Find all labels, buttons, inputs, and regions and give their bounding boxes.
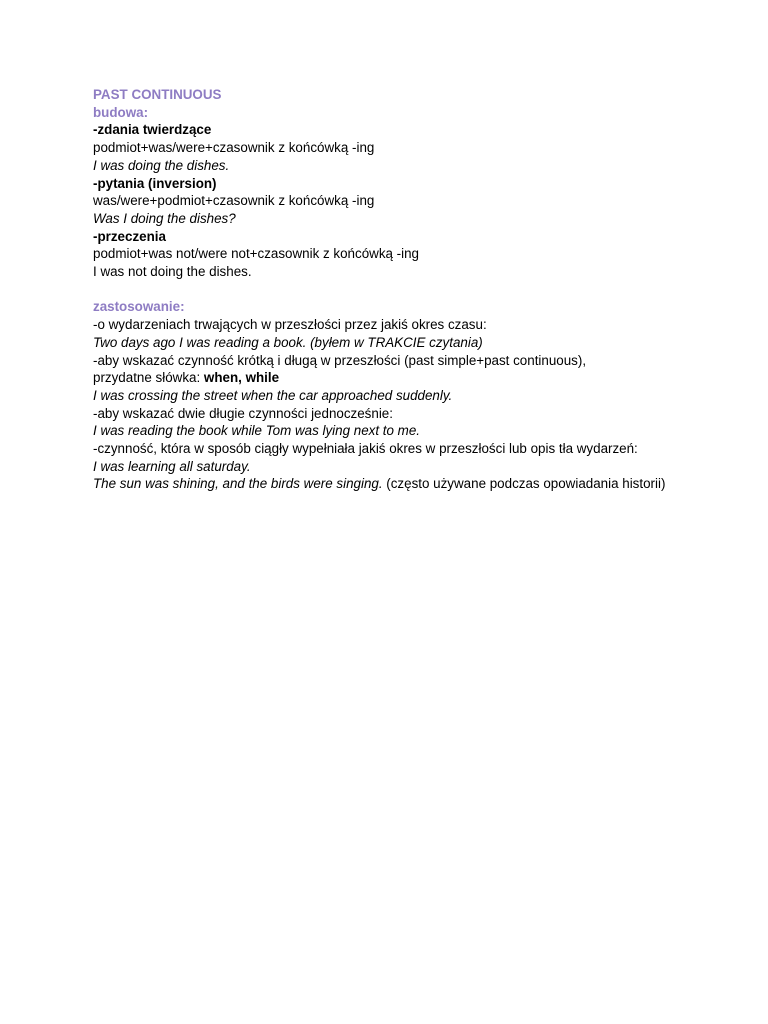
negatives-example: I was not doing the dishes. [93, 264, 252, 280]
usage-item-3-example: I was reading the book while Tom was lying next to me. [93, 423, 420, 439]
usage-item-2-words-prefix: przydatne słówka: [93, 370, 204, 386]
questions-formula: was/were+podmiot+czasownik z końcówką -ing [93, 193, 375, 209]
affirmative-formula: podmiot+was/were+czasownik z końcówką -ing [93, 140, 375, 156]
document-content [93, 86, 693, 493]
questions-example: Was I doing the dishes? [93, 210, 236, 226]
usage-item-4-example-1: I was learning all saturday. [93, 458, 251, 474]
usage-item-2-text: -aby wskazać czynność krótką i długą w przeszłości (past simple+past continuous), [93, 352, 587, 368]
usage-item-1-text: -o wydarzeniach trwających w przeszłości przez jakiś okres czasu: [93, 317, 487, 333]
usage-item-1-example: Two days ago I was reading a book. (byłem w TRAKCIE czytania) [93, 334, 483, 350]
usage-item-4-text: -czynność, która w sposób ciągły wypełniała jakiś okres w przeszłości lub opis tła wydarzeń: [93, 441, 638, 457]
usage-item-2-words-line [93, 369, 693, 387]
questions-label: -pytania (inversion) [93, 175, 217, 191]
usage-item-4-example-2: The sun was shining, and the birds were singing. [93, 476, 383, 492]
usage-heading: zastosowanie: [93, 299, 185, 315]
paragraph-spacer [93, 281, 693, 299]
negatives-label: -przeczenia [93, 228, 166, 244]
usage-item-2-example: I was crossing the street when the car approached suddenly. [93, 387, 453, 403]
affirmative-label: -zdania twierdzące [93, 122, 212, 138]
affirmative-example: I was doing the dishes. [93, 157, 230, 173]
document-title: PAST CONTINUOUS [93, 87, 222, 102]
usage-item-3-text: -aby wskazać dwie długie czynności jednocześnie: [93, 405, 393, 421]
structure-heading: budowa: [93, 104, 149, 120]
usage-item-4-example-2-line [93, 475, 693, 493]
usage-item-4-note: (często używane podczas opowiadania historii) [382, 476, 666, 492]
usage-item-2-words: when, while [203, 370, 280, 386]
negatives-formula: podmiot+was not/were not+czasownik z końcówką -ing [93, 246, 420, 262]
